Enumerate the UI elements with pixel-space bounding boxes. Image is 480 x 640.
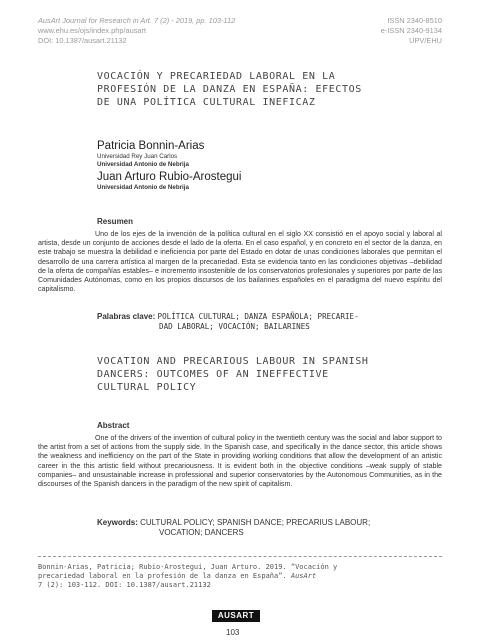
- abstract-text: One of the drivers of the invention of cultural policy in the twentieth century was the social and labor support to the artist from a set of actions from the supply side. In the Spanish case, and specifically in the dance sector, this article shows the weakness and inefficiency on the part of the State in providing working conditions that allow the development of an artistic career in the this artistic field without precariousness. It is evident both in the objective conditions –weak supply of stable companies– and unsustainable increase in professional and superior conservatories by the Autonomous Communities, as in the discourses of the Spanish dancers in the paradigm of the new spirit of capitalism.: [38, 434, 442, 489]
- resumen-text: Uno de los ejes de la invención de la política cultural en el siglo XX consistió en el apoyo social y laboral al artista, desde un conjunto de acciones desde el lado de la oferta. En el caso español, y en concreto en el sector de la danza, en este trabajo se muestra la debilidad e ineficiencia por parte del Estado en dotar de unas condiciones laborales que permitan el desarrollo de una carrera artística al margen de la precariedad. Esta se evidencia tanto en las condiciones objetivas –debilidad de la oferta de compañías estables– e incremento insostenible de los conservatorios profesionales y superiores por parte de las Comunidades Autónomas, como en los propios discursos de los bailarines españoles en el paradigma del nuevo espíritu del capitalismo.: [38, 230, 442, 294]
- keywords-values: VOCATION; DANCERS: [159, 528, 244, 537]
- author-affiliation: Universidad Antonio de Nebrija: [97, 161, 189, 168]
- journal-name: AusArt Journal for Research in Art. 7 (2) - 2019, pp. 103-112: [38, 16, 236, 25]
- citation-journal: AusArt: [290, 572, 317, 580]
- footer-divider: [38, 556, 442, 557]
- abstract-heading: Abstract: [97, 421, 130, 430]
- keywords-label: Palabras clave: [97, 312, 153, 321]
- author-name: Patricia Bonnin-Arias: [97, 140, 205, 152]
- resumen-heading: Resumen: [97, 217, 134, 226]
- issn-info: [381, 16, 442, 46]
- author-affiliation: Universidad Rey Juan Carlos: [97, 153, 178, 160]
- publisher: UPV/EHU: [409, 36, 442, 45]
- e-issn: e-ISSN 2340-9134: [380, 26, 442, 35]
- issn: ISSN 2340-8510: [387, 16, 442, 25]
- title-english: VOCATION AND PRECARIOUS LABOUR IN SPANISH DANCERS: OUTCOMES OF AN INEFFECTIVE CULTURAL POLICY: [97, 356, 369, 393]
- ausart-logo: AUSART: [212, 610, 260, 622]
- keywords-values: DAD LABORAL; VOCACIÓN; BAILARINES: [159, 322, 310, 331]
- keywords-values: POLÍTICA CULTURAL; DANZA ESPAÑOLA; PRECARIE-: [157, 312, 359, 321]
- author-1: [97, 140, 397, 169]
- title-spanish: VOCACIÓN Y PRECARIEDAD LABORAL EN LA PROFESIÓN DE LA DANZA EN ESPAÑA: EFECTOS DE UNA POLÍTICA CULTURAL INEFICAZ: [97, 71, 362, 108]
- citation: Bonnin-Arias, Patricia; Rubio-Arostegui, Juan Arturo. 2019. “Vocación y precariedad laboral en la profesión de la danza en España”. AusArt 7 (2): 103-112. DOI: 10.1387/ausart.21132: [38, 563, 338, 589]
- author-name: Juan Arturo Rubio-Arostegui: [97, 171, 242, 183]
- author-2: [97, 171, 397, 192]
- keywords-values: CULTURAL POLICY; SPANISH DANCE; PRECARIUS LABOUR;: [140, 518, 371, 527]
- keywords-label: Keywords: [97, 518, 136, 527]
- journal-info: [38, 16, 235, 46]
- journal-doi: DOI: 10.1387/ausart.21132: [38, 36, 127, 45]
- author-affiliation: Universidad Antonio de Nebrija: [97, 184, 189, 191]
- keywords-english: Keywords: CULTURAL POLICY; SPANISH DANCE; PRECARIUS LABOUR; VOCATION; DANCERS: [97, 518, 371, 537]
- journal-url[interactable]: www.ehu.es/ojs/index.php/ausart: [38, 26, 147, 35]
- keywords-spanish: Palabras clave: POLÍTICA CULTURAL; DANZA ESPAÑOLA; PRECARIE- DAD LABORAL; VOCACIÓN; BAILARINES: [97, 312, 359, 331]
- page-number: 103: [226, 628, 240, 637]
